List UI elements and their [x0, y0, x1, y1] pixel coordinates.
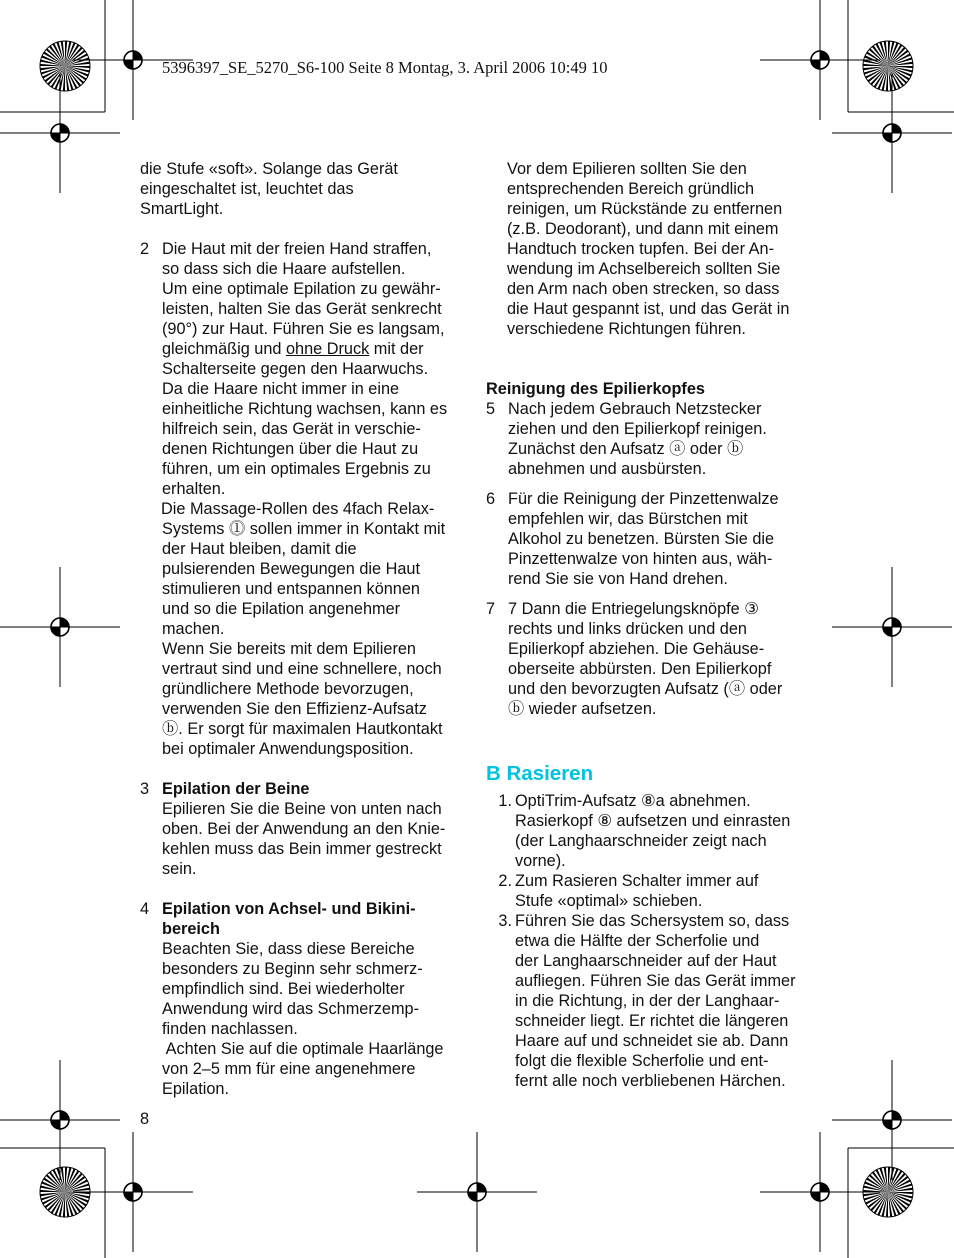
- underlined-text: ohne Druck: [286, 340, 370, 358]
- text-line: Epilation.: [162, 1080, 229, 1098]
- crosshair-icon: [760, 1132, 880, 1252]
- text-line: Rasierkopf ⑧ aufsetzen und einrasten: [515, 812, 791, 830]
- text-line: und so die Epilation angenehmer: [162, 600, 401, 618]
- step-5: [486, 399, 816, 479]
- text-line: Beachten Sie, dass diese Bereiche: [162, 940, 415, 958]
- step-2: [140, 239, 470, 759]
- text-line: Haare auf und schneidet sie ab. Dann: [515, 1032, 789, 1050]
- text-line: schneider liegt. Er richtet die längeren: [515, 1012, 789, 1030]
- text-line: aufliegen. Führen Sie das Gerät immer: [515, 972, 796, 990]
- intro-line: eingeschaltet ist, leuchtet das: [140, 180, 354, 198]
- step-6: [486, 489, 816, 589]
- text-line: Stufe «optimal» schieben.: [515, 892, 703, 910]
- list-number: 2.: [498, 872, 512, 890]
- text-line: Da die Haare nicht immer in eine: [162, 380, 400, 398]
- text-line: bei optimaler Anwendungsposition.: [162, 740, 414, 758]
- star-target-icon: [863, 41, 913, 91]
- list-item: [486, 871, 816, 911]
- text-line: (der Langhaarschneider zeigt nach: [515, 832, 767, 850]
- left-column: [140, 159, 470, 1099]
- list-number: 3.: [498, 912, 512, 930]
- text-line: einheitliche Richtung wachsen, kann es: [162, 400, 448, 418]
- text-line: Für die Reinigung der Pinzettenwalze: [508, 490, 779, 508]
- right-column: [486, 159, 816, 1091]
- text-line: Zum Rasieren Schalter immer auf: [515, 872, 759, 890]
- text-line: vorne).: [515, 852, 566, 870]
- text-line: der Haut bleiben, damit die: [162, 540, 357, 558]
- section-heading-cleaning: Reinigung des Epilierkopfes: [486, 380, 705, 398]
- intro-line: die Stufe «soft». Solange das Gerät: [140, 160, 398, 178]
- text-line: reinigen, um Rückstände zu entfernen: [507, 200, 783, 218]
- crosshair-icon: [0, 73, 120, 193]
- text-line: oben. Bei der Anwendung an den Knie-: [162, 820, 446, 838]
- step-7: [486, 599, 816, 719]
- text-line: denen Richtungen über die Haut zu: [162, 440, 419, 458]
- text-line: Vor dem Epilieren sollten Sie den: [507, 160, 747, 178]
- text-line: rend Sie sie von Hand drehen.: [508, 570, 728, 588]
- text-line: von 2–5 mm für eine angenehmere: [162, 1060, 416, 1078]
- crosshair-icon: [417, 1132, 537, 1252]
- crosshair-icon: [832, 73, 952, 193]
- text-line: empfehlen wir, das Bürstchen mit: [508, 510, 748, 528]
- text-line: ⓑ wieder aufsetzen.: [508, 700, 657, 718]
- text-line: Führen Sie das Schersystem so, dass: [515, 912, 790, 930]
- text-line: pulsierenden Bewegungen die Haut: [162, 560, 420, 578]
- text-line: entsprechenden Bereich gründlich: [507, 180, 755, 198]
- crosshair-icon: [832, 1060, 952, 1180]
- step-number: 2: [140, 240, 150, 258]
- text-line: [162, 339, 470, 359]
- text-line: Handtuch trocken tupfen. Bei der An-: [507, 240, 774, 258]
- step-number: 6: [486, 490, 496, 508]
- text-line: führen, um ein optimales Ergebnis zu: [162, 460, 431, 478]
- print-header: 5396397_SE_5270_S6-100 Seite 8 Montag, 3. April 2006 10:49 10: [162, 58, 608, 77]
- list-item: [486, 791, 816, 871]
- step-4: [140, 899, 470, 1099]
- text-line: den Arm nach oben strecken, so dass: [507, 280, 780, 298]
- crosshair-icon: [73, 1132, 193, 1252]
- text-line: ⓑ. Er sorgt für maximalen Hautkontakt: [162, 720, 443, 738]
- text-line: Zunächst den Aufsatz ⓐ oder ⓑ: [508, 440, 744, 458]
- text-line: fernt alle noch verbliebenen Härchen.: [515, 1072, 786, 1090]
- text-line: verschiedene Richtungen führen.: [507, 320, 746, 338]
- text-line: abnehmen und ausbürsten.: [508, 460, 707, 478]
- text-line: besonders zu Beginn sehr schmerz-: [162, 960, 423, 978]
- text-line: vertraut sind und eine schnellere, noch: [162, 660, 442, 678]
- text-line: der Langhaarschneider auf der Haut: [515, 952, 777, 970]
- text-line: oberseite abbürsten. Den Epilierkopf: [508, 660, 772, 678]
- text-line: etwa die Hälfte der Scherfolie und: [515, 932, 760, 950]
- text-line: verwenden Sie den Effizienz-Aufsatz: [162, 700, 427, 718]
- text-line: (z.B. Deodorant), und dann mit einem: [507, 220, 779, 238]
- text-line: ziehen und den Epilierkopf reinigen.: [508, 420, 767, 438]
- text-fragment: mit der: [369, 340, 424, 358]
- step-number: 7: [486, 600, 496, 618]
- page-number: 8: [140, 1110, 150, 1128]
- text-line: Epilierkopf abziehen. Die Gehäuse-: [508, 640, 765, 658]
- step-heading: Epilation der Beine: [162, 780, 310, 798]
- text-line: rechts und links drücken und den: [508, 620, 747, 638]
- text-line: stimulieren und entspannen können: [162, 580, 420, 598]
- text-line: wendung im Achselbereich sollten Sie: [507, 260, 781, 278]
- text-line: Alkohol zu benetzen. Bürsten Sie die: [508, 530, 775, 548]
- text-line: Die Massage-Rollen des 4fach Relax-: [161, 500, 435, 518]
- text-line: kehlen muss das Bein immer gestreckt: [162, 840, 442, 858]
- text-line: empfindlich sind. Bei wiederholter: [162, 980, 405, 998]
- text-line: so dass sich die Haare aufstellen.: [162, 260, 406, 278]
- text-line: Epilieren Sie die Beine von unten nach: [162, 800, 442, 818]
- text-line: Wenn Sie bereits mit dem Epilieren: [162, 640, 416, 658]
- list-item: [486, 911, 816, 1091]
- text-line: die Haut gespannt ist, und das Gerät in: [507, 300, 790, 318]
- text-line: Schalterseite gegen den Haarwuchs.: [162, 360, 429, 378]
- text-line: hilfreich sein, das Gerät in verschie-: [162, 420, 421, 438]
- text-line: leisten, halten Sie das Gerät senkrecht: [162, 300, 442, 318]
- text-fragment: gleichmäßig und: [162, 340, 286, 358]
- text-line: Achten Sie auf die optimale Haarlänge: [162, 1040, 444, 1058]
- text-line: Anwendung wird das Schmerzemp-: [162, 1000, 420, 1018]
- text-line: Die Haut mit der freien Hand straffen,: [162, 240, 432, 258]
- step-number: 5: [486, 400, 496, 418]
- text-line: gründlichere Methode bevorzugen,: [162, 680, 414, 698]
- text-line: (90°) zur Haut. Führen Sie es langsam,: [162, 320, 445, 338]
- intro-line: SmartLight.: [140, 200, 224, 218]
- text-line: in die Richtung, in der der Langhaar-: [515, 992, 780, 1010]
- step-heading: Epilation von Achsel- und Bikini-: [162, 900, 416, 918]
- step-3: [140, 779, 470, 879]
- crosshair-icon: [760, 0, 880, 120]
- text-line: und den bevorzugten Aufsatz (ⓐ oder: [508, 680, 783, 698]
- text-line: Um eine optimale Epilation zu gewähr-: [162, 280, 441, 298]
- text-line: OptiTrim-Aufsatz ⑧a abnehmen.: [515, 792, 751, 810]
- star-target-icon: [40, 41, 90, 91]
- crosshair-icon: [0, 1060, 120, 1180]
- list-number: 1.: [498, 792, 512, 810]
- text-line: 7 Dann die Entriegelungsknöpfe ③: [508, 600, 759, 618]
- text-line: folgt die flexible Scherfolie und ent-: [515, 1052, 769, 1070]
- crosshair-icon: [0, 567, 120, 687]
- step-number: 3: [140, 780, 150, 798]
- text-line: finden nachlassen.: [162, 1020, 298, 1038]
- text-line: machen.: [162, 620, 225, 638]
- step-number: 4: [140, 900, 150, 918]
- crosshair-icon: [832, 567, 952, 687]
- text-line: Systems ⓵ sollen immer in Kontakt mit: [162, 520, 446, 538]
- section-title-rasieren: B Rasieren: [486, 762, 594, 785]
- step-heading: bereich: [162, 920, 220, 938]
- text-line: Nach jedem Gebrauch Netzstecker: [508, 400, 762, 418]
- text-line: sein.: [162, 860, 197, 878]
- text-line: Pinzettenwalze von hinten aus, wäh-: [508, 550, 773, 568]
- text-line: erhalten.: [162, 480, 226, 498]
